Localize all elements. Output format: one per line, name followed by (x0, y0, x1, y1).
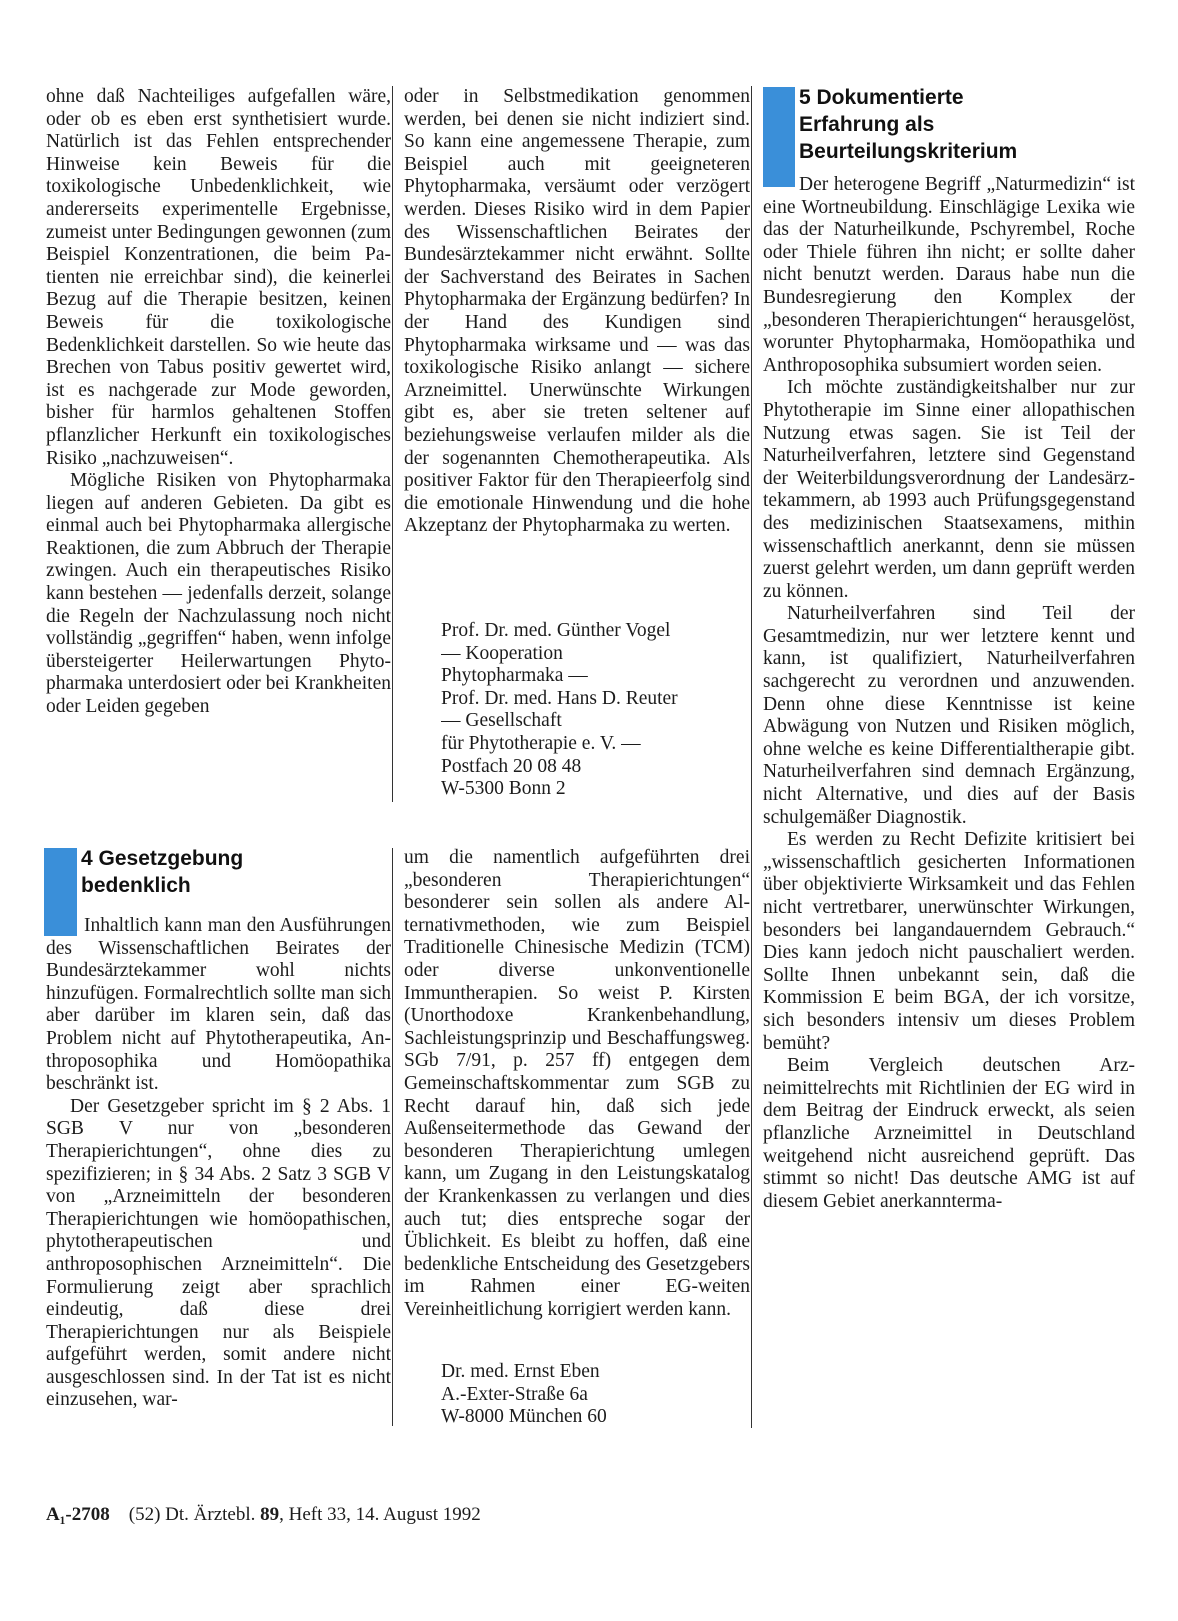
page-number: A₁-2708 (46, 1504, 110, 1525)
section-5-heading (799, 84, 1017, 165)
paragraph: um die namentlich aufgeführten drei „besonderen Therapierichtungen“ besonderer sein sollen als andere Alternativmethoden, wie zum Beispiel Traditionelle Chinesische Medizin (TCM) oder diverse unkonventionelle Immuntherapien. So weist P. Kirsten (Unorthodoxe Krankenbehandlung, Sachleistungsprinzip und Beschaffungsweg. SGb 7/91, p. 257 ff) entgegen dem Gemeinschaftskommentar zum SGB zu Recht darauf hin, daß sich jede Außenseitermethode das Gewand der besonderen Therapierichtung umlegen kann, um Zugang in den Leistungskatalog der Krankenkassen zu verlangen und dies auch tut; dies entspreche sogar der Üblichkeit. Es bleibt zu hoffen, daß eine bedenkliche Entscheidung des Gesetzgebers im Rahmen einer EG-weiten Vereinheitlichung korrigiert werden kann. (404, 847, 750, 1320)
address-line: Prof. Dr. med. Hans D. Reuter (441, 687, 678, 709)
paragraph: Inhaltlich kann man den Ausführungen des Wissenschaftlichen Beirates der Bundesärztekammer wohl nichts hinzufügen. Formalrechtlich sollte man sich aber darüber im klaren sein, daß das Problem nicht auf Phytotherapeutika, Anthroposophika und Homöopathika beschränkt ist. (46, 915, 391, 1095)
address-line: A.-Exter-Straße 6a (441, 1383, 588, 1405)
column-3 (763, 174, 1135, 1213)
column-rule-left (392, 86, 393, 802)
journal-volume: 89 (260, 1504, 280, 1525)
column-rule-right (751, 86, 752, 1428)
page-footer (46, 1504, 481, 1526)
paragraph: ohne daß Nachteiliges aufgefallen wäre, oder ob es eben erst synthetisiert wurde. Natürlich ist das Fehlen entsprechender Hinweise kein Beweis für die toxikologische Unbedenklichkeit, wie andererseits experimentelle Ergebnisse, zumeist unter Bedingungen gewonnen (zum Beispiel Konzentrationen, die beim Patienten nie erreichbar sind), die keinerlei Bezug auf die Therapie besitzen, keinen Beweis für die toxikologische Bedenklichkeit darstellen. So wie heute das Brechen von Tabus positiv gewertet wird, ist es nachgerade zur Mode geworden, bisher für harmlos gehaltenen Stoffen pflanzlicher Herkunft ein toxikologisches Risiko „nachzuweisen“. (46, 86, 391, 469)
paragraph: Ich möchte zuständigkeitshalber nur zur Phytotherapie im Sinne einer allopathischen Nutzung etwas sagen. Sie ist Teil der Naturheilverfahren, letztere sind Gegenstand der Weiterbildungsverordnung der Landesärztekammern, ab 1993 auch Prüfungsgegenstand des medizinischen Staatsexamens, mithin wissenschaftlich anerkannt, denn sie müssen zuerst gelehrt werden, um dann geprüft werden zu können. (763, 377, 1135, 602)
address-line: W-8000 München 60 (441, 1406, 607, 1428)
journal-issue-date: , Heft 33, 14. August 1992 (279, 1504, 481, 1525)
section-heading-line: 5 Dokumentierte (799, 86, 964, 109)
paragraph: Beim Vergleich deutschen Arzneimittelrechts mit Richtlinien der EG wird in dem Beitrag der Eindruck erweckt, als seien pflanzliche Arzneimittel in Deutschland weitgehend nicht ausreichend geprüft. Das stimmt so nicht! Das deutsche AMG ist auf diesem Gebiet anerkanntermа- (763, 1055, 1135, 1212)
address-line: Postfach 20 08 48 (441, 755, 582, 777)
section-heading-line: Beurteilungskriterium (799, 140, 1018, 163)
address-line: für Phytotherapie e. V. — (441, 732, 641, 754)
address-line: — Kooperation (441, 642, 563, 664)
column-2-lower (404, 847, 750, 1321)
paragraph: Der Gesetzgeber spricht im § 2 Abs. 1 SGB V nur von „besonderen Therapierichtungen“, ohne dies zu spezifizieren; in § 34 Abs. 2 Satz 3 SGB V von „Arzneimitteln der besonderen Therapierichtungen wie homöopathischen, phytotherapeutischen und anthroposophischen Arzneimitteln“. Die Formulierung zeigt aber sprachlich eindeutig, daß diese drei Therapierichtungen nur als Beispiele aufgeführt werden, somit andere nicht ausgeschlossen sind. In der Tat ist es nicht einzusehen, war- (46, 1095, 391, 1411)
address-line: Dr. med. Ernst Eben (441, 1361, 600, 1382)
author-address-2 (441, 1361, 741, 1429)
column-1-lower (46, 915, 391, 1412)
section-heading-line: Erfahrung als (799, 113, 935, 136)
section-heading-line: 4 Gesetzgebung (81, 847, 244, 870)
column-1-upper (46, 86, 391, 719)
paragraph: Naturheilverfahren sind Teil der Gesamtmedizin, nur wer letztere kennt und kann, ist qualifiziert, Naturheilverfahren sachgerecht zu verordnen und anzuwenden. Denn ohne diese Kenntnisse ist keine Abwägung von Nutzen und Risiken möglich, ohne welche es keine Differentialtherapie gibt. Naturheilverfahren sind demnach Ergänzung, nicht Alternative, und dies auf der Basis schulgemäßer Diagnostik. (763, 603, 1135, 828)
address-line: — Gesellschaft (441, 710, 562, 732)
journal-citation: (52) Dt. Ärztebl. (128, 1504, 256, 1525)
column-rule-left (392, 848, 393, 1426)
section-4-heading (81, 845, 243, 899)
paragraph: oder in Selbstmedikation genommen werden, bei denen sie nicht indiziert sind. So kann eine angemessene Therapie, zum Beispiel auch mit geeigneteren Phytopharmaka, versäumt oder verzögert werden. Dieses Risiko wird in dem Papier des Wissenschaftlichen Beirates der Bundesärztekammer nicht erwähnt. Sollte der Sachverstand des Beirates in Sachen Phytopharmaka der Ergänzung bedürfen? In der Hand des Kundigen sind Phytopharmaka wirksame und — was das toxikologische Risiko anlangt — sichere Arzneimittel. Unerwünschte Wirkungen gibt es, aber sie treten seltener auf beziehungsweise verlaufen milder als die der sogenannten Chemotherapeutika. Als positiver Faktor für den Therapieerfolg sind die emotionale Hinwendung und die hohe Akzeptanz der Phytopharmaka zu werten. (404, 86, 750, 537)
paragraph: Der heterogene Begriff „Naturmedizin“ ist eine Wortneubildung. Einschlägige Lexika wie das der Naturheilkunde, Pschyrembel, Roche oder Thiele führen ihn nicht; er sollte daher nicht benutzt werden. Daraus habe nun die Bundesregierung den Komplex der „besonderen Therapierichtungen“ herausgelöst, worunter Phytopharmaka, Homöopathika und Anthroposophika subsumiert worden seien. (763, 174, 1135, 376)
author-address-1 (441, 620, 741, 801)
paragraph: Mögliche Risiken von Phytopharmaka liegen auf anderen Gebieten. Da gibt es einmal auch bei Phytopharmaka allergische Reaktionen, die zum Abbruch der Therapie zwingen. Auch ein therapeutisches Risiko kann bestehen — jedenfalls derzeit, solange die Regeln der Nachzulassung noch nicht vollständig „gegriffen“ haben, wenn infolge übersteigerter Heilerwartungen Phytopharmaka unterdosiert oder bei Krankheiten oder Leiden gegeben (46, 470, 391, 718)
section-heading-line: bedenklich (81, 874, 191, 897)
address-line: Prof. Dr. med. Günther Vogel (441, 620, 671, 641)
address-line: W-5300 Bonn 2 (441, 778, 566, 800)
section-accent-bar (763, 87, 795, 187)
paragraph: Es werden zu Recht Defizite kritisiert bei „wissenschaftlich gesicherten Informationen über objektivierte Wirksamkeit und das Fehlen nicht vertretbarer, unerwünschter Wirkungen, besonders bei langandauerndem Gebrauch.“ Dies kann jedoch nicht pauschaliert werden. Sollte Ihnen unbekannt sein, daß die Kommission E beim BGA, der ich vorsitze, sich besonders intensiv um dieses Problem bemüht? (763, 829, 1135, 1054)
column-2-upper (404, 86, 750, 538)
address-line: Phytopharmaka — (441, 665, 588, 687)
